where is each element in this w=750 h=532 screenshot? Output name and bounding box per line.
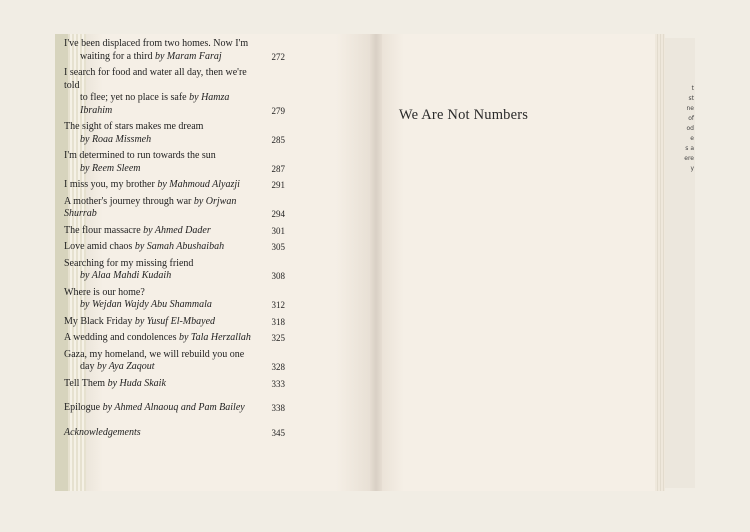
cover-snippet-line: e [690, 135, 694, 142]
toc-page-number: 287 [271, 163, 285, 174]
toc-entry-continuation [64, 163, 259, 176]
page-edges-right [655, 34, 665, 491]
toc-entry-author: by Yusuf El-Mbayed [134, 315, 216, 327]
cover-snippet-line: st [688, 95, 694, 102]
toc-entry-text [64, 332, 285, 345]
toc-entry-author: by Ahmed Dader [143, 224, 211, 236]
book-spine [370, 34, 382, 491]
toc-entry-title: Tell Them [64, 377, 108, 389]
toc-page-number: 333 [271, 378, 285, 389]
toc-entry-author: by Aya Zaqout [96, 361, 155, 372]
toc-entry-author: by Roaa Missmeh [80, 133, 152, 145]
book-cover-right [665, 38, 695, 488]
toc-entry-title: Gaza, my homeland, we will rebuild you one [64, 348, 245, 360]
toc-entry-text [64, 378, 285, 391]
toc-entry-title: I'm determined to run towards the sun [64, 150, 216, 161]
toc-entry-author: by Reem Sleem [80, 162, 141, 174]
toc-entry [64, 67, 285, 117]
toc-page-number: 308 [271, 271, 285, 281]
toc-entry-title: Where is our home? [64, 286, 145, 298]
toc-entry-text [64, 150, 285, 175]
toc-page-number: 301 [271, 225, 285, 236]
cover-snippet-line: y [690, 165, 694, 172]
toc-entry-author: by Orjwan Shurrab [64, 195, 237, 219]
toc-entry-text [64, 225, 285, 238]
toc-entry-continuation [64, 134, 259, 147]
toc-entry-title-cont: to flee; yet no place is safe [80, 92, 190, 103]
right-page [382, 34, 655, 491]
toc-page-number: 305 [271, 242, 285, 252]
toc-entry-author: by Hamza Ibrahim [80, 92, 230, 116]
toc-entry-acknowledgements [64, 427, 285, 440]
toc-entry [64, 316, 285, 329]
toc-entry-author: by Samah Abushaibah [134, 241, 225, 252]
cover-snippet-line: ne [686, 105, 694, 112]
toc-entry [64, 332, 285, 345]
toc-entry-author: by Alaa Mahdi Kudaih [80, 270, 172, 281]
toc-page-number: 338 [271, 403, 285, 413]
cover-snippet-line: of [688, 115, 694, 122]
toc-entry-title: Epilogue [64, 402, 103, 413]
toc-entry-text [64, 179, 285, 192]
toc-entry-title: The sight of stars makes me dream [64, 121, 204, 132]
toc-entry-title-cont: waiting for a third [80, 50, 155, 62]
toc-entry-title: I miss you, my brother [64, 179, 158, 190]
toc-entry-text [64, 316, 285, 329]
toc-entry-title: A wedding and condolences [64, 332, 179, 343]
cover-snippet-line: od [686, 125, 694, 132]
cover-text-snippet [682, 84, 694, 174]
toc-page-number: 318 [271, 316, 285, 327]
section-title: We Are Not Numbers [398, 107, 529, 123]
toc-entry-continuation [64, 270, 259, 283]
toc-entry-text [64, 67, 285, 117]
toc-entry-author: by Ahmed Alnaouq and Pam Bailey [102, 402, 245, 413]
toc-entry-continuation [64, 51, 259, 64]
toc-page-number: 291 [271, 180, 285, 190]
cover-snippet-line: s a [685, 145, 694, 152]
toc-page-number: 294 [271, 209, 285, 219]
toc-entry [64, 196, 285, 221]
toc-entry [64, 241, 285, 254]
toc-entry-continuation [64, 361, 259, 374]
toc-page-number: 279 [271, 105, 285, 116]
toc-page-number: 272 [271, 51, 285, 62]
toc-entry [64, 150, 285, 175]
toc-spacer [64, 394, 285, 402]
toc-entry-title: I search for food and water all day, then we're told [64, 67, 247, 91]
toc-entry-title: My Black Friday [64, 315, 135, 327]
toc-entry-text: Acknowledgements [64, 426, 141, 438]
toc-page-number: 345 [271, 427, 285, 438]
toc-entry-author: by Maram Faraj [154, 50, 222, 62]
toc-entry-author: by Mahmoud Alyazji [157, 179, 240, 190]
toc-entry-author: by Tala Herzallah [178, 332, 251, 343]
toc-entry [64, 225, 285, 238]
toc-entry-title: Love amid chaos [64, 241, 135, 252]
toc-entry-text [64, 349, 285, 374]
toc-entry-title: The flour massacre [64, 224, 144, 236]
toc-entry-title: I've been displaced from two homes. Now I'm [64, 38, 249, 49]
toc-entry-text [64, 38, 285, 63]
toc-entry [64, 349, 285, 374]
toc-entry-author: by Huda Skaik [107, 377, 166, 389]
toc-entry-title-cont: day [80, 361, 97, 372]
toc-entry-text [64, 241, 285, 254]
toc-entry [64, 121, 285, 146]
cover-snippet-line: t [691, 85, 694, 92]
toc-entry-author: by Wejdan Wajdy Abu Shammala [80, 299, 212, 310]
toc-entry-epilogue [64, 402, 285, 415]
toc-entry-title: A mother's journey through war [64, 195, 194, 207]
table-of-contents [64, 38, 285, 443]
toc-entry [64, 258, 285, 283]
toc-entry [64, 287, 285, 312]
toc-entry-text [64, 196, 285, 221]
toc-spacer [64, 419, 285, 427]
toc-entry-continuation [64, 92, 259, 117]
toc-entry-text [64, 287, 285, 312]
toc-page-number: 325 [271, 333, 285, 343]
toc-entry [64, 179, 285, 192]
toc-entry-text [64, 121, 285, 146]
cover-snippet-line: ere [684, 155, 694, 162]
toc-page-number: 328 [271, 362, 285, 372]
toc-entry [64, 378, 285, 391]
toc-page-number: 285 [271, 134, 285, 145]
toc-entry-text [64, 258, 285, 283]
toc-page-number: 312 [271, 300, 285, 310]
toc-entry-title: Searching for my missing friend [64, 257, 194, 269]
toc-entry-continuation [64, 299, 259, 312]
toc-entry [64, 38, 285, 63]
toc-entry-text [64, 402, 285, 415]
